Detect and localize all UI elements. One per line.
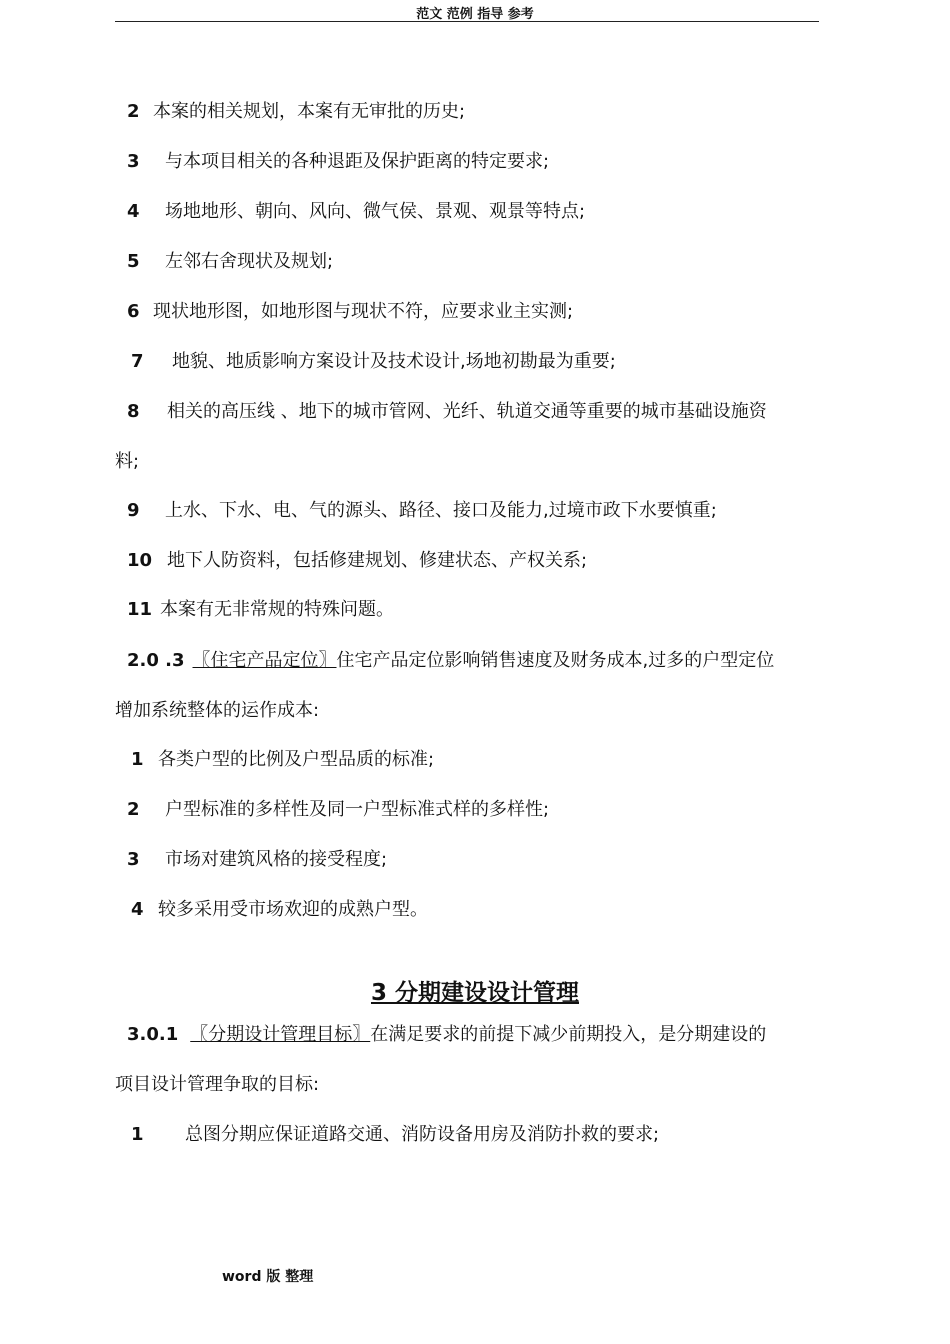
section-number: 3.0.1 [127,1024,179,1045]
page-header: 范文 范例 指导 参考 [416,7,534,22]
section-text: 增加系统整体的运作成本: [115,700,320,721]
section-number: 2.0 .3 [127,650,185,671]
section-title: 〖住宅产品定位〗 [192,650,337,671]
item-number: 2 [127,101,140,122]
item-text: 各类户型的比例及户型品质的标准; [158,749,435,770]
section-text: 项目设计管理争取的目标: [115,1074,320,1095]
item-number: 4 [127,201,140,222]
item-text: 上水、下水、电、气的源头、路径、接口及能力,过境市政下水要慎重; [165,500,717,521]
item-number: 3 [127,849,140,870]
item-text: 相关的高压线 、地下的城市管网、光纤、轨道交通等重要的城市基础设施资 [167,401,767,422]
list-item [115,250,819,274]
item-text: 左邻右舍现状及规划; [165,251,334,272]
item-text: 地下人防资料，包括修建规划、修建状态、产权关系; [167,550,588,571]
list-item [115,350,819,374]
section-301-continuation [115,1073,819,1097]
page-footer: word 版 整理 [222,1269,314,1285]
list-item [115,400,819,424]
item-text: 总图分期应保证道路交通、消防设备用房及消防扑救的要求; [185,1124,660,1145]
item-number: 7 [131,351,144,372]
chapter-heading: 3 分期建设设计管理 [370,980,579,1006]
item-text: 场地地形、朝向、风向、微气侯、景观、观景等特点; [165,201,586,222]
item-text: 地貌、地质影响方案设计及技术设计,场地初勘最为重要; [172,351,616,372]
item-number: 4 [131,899,144,920]
list-item [115,100,819,124]
list-item [115,898,819,922]
list-item [115,200,819,224]
item-number: 3 [127,151,140,172]
item-number: 2 [127,799,140,820]
section-203-continuation [115,699,819,723]
list-item [115,748,819,772]
section-title: 〖分期设计管理目标〗 [190,1024,371,1045]
list-item [115,598,819,622]
item-number: 6 [127,301,140,322]
item-text: 与本项目相关的各种退距及保护距离的特定要求; [165,151,550,172]
header-divider [115,21,819,22]
item-text: 料; [115,451,140,472]
list-item [115,300,819,324]
item-text: 现状地形图，如地形图与现状不符，应要求业主实测; [153,301,574,322]
section-203-paragraph [115,649,819,673]
list-item-continuation [115,450,819,474]
list-item [115,549,819,573]
item-number: 5 [127,251,140,272]
item-number: 1 [131,749,144,770]
item-text: 本案的相关规划，本案有无审批的历史; [153,101,466,122]
item-number: 9 [127,500,140,521]
list-item [115,848,819,872]
item-number: 8 [127,401,140,422]
section-301-paragraph [115,1023,819,1047]
item-text: 本案有无非常规的特殊问题。 [160,599,394,620]
section-text: 在满足要求的前提下减少前期投入，是分期建设的 [370,1024,767,1045]
list-item [115,499,819,523]
item-text: 较多采用受市场欢迎的成熟户型。 [158,899,428,920]
item-text: 市场对建筑风格的接受程度; [165,849,388,870]
list-item [115,1123,819,1147]
item-number: 1 [131,1124,144,1145]
list-item [115,150,819,174]
item-number: 11 [127,599,153,620]
item-text: 户型标准的多样性及同一户型标准式样的多样性; [165,799,550,820]
item-number: 10 [127,550,153,571]
section-text: 住宅产品定位影响销售速度及财务成本,过多的户型定位 [336,650,775,671]
list-item [115,798,819,822]
